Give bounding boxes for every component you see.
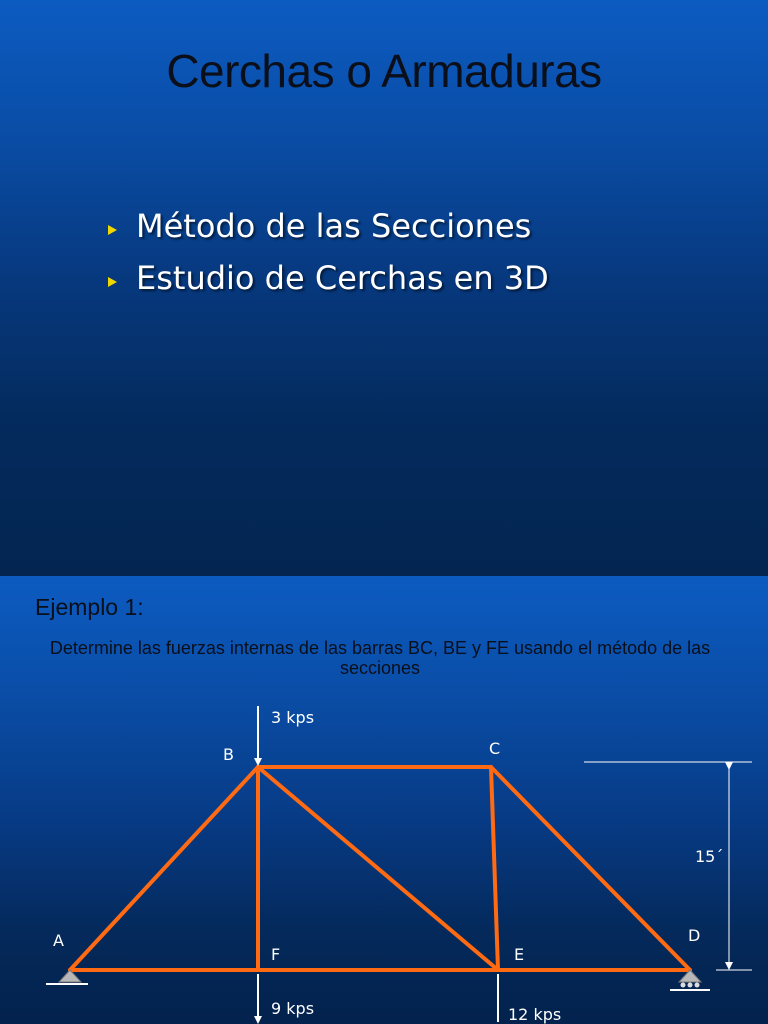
member-AB [70, 767, 258, 970]
roller-support-icon [670, 970, 710, 990]
dimension-line [584, 762, 752, 970]
node-label-D: D [688, 926, 701, 945]
truss-diagram [0, 576, 768, 1024]
bullet-item [108, 252, 549, 304]
load-label-E: 12 kps [508, 1005, 562, 1024]
load-label-F: 9 kps [271, 999, 315, 1018]
arrow-bullet-icon [108, 225, 117, 235]
load-label-B: 3 kps [271, 708, 315, 727]
bullet-list [108, 200, 549, 304]
member-CE [491, 767, 498, 970]
dimension-label: 15´ [695, 847, 724, 866]
truss-members [70, 767, 690, 970]
node-label-F: F [271, 945, 281, 964]
arrow-bullet-icon [108, 277, 117, 287]
member-CD [491, 767, 690, 970]
bullet-item [108, 200, 549, 252]
problem-statement: Determine las fuerzas internas de las barras BC, BE y FE usando el método de las secciones [49, 638, 711, 678]
member-BE [258, 767, 498, 970]
node-label-E: E [514, 945, 525, 964]
node-label-C: C [489, 739, 501, 758]
bullet-text: Estudio de Cerchas en 3D [136, 259, 549, 297]
slide-title-heading: Cerchas o Armaduras [166, 45, 602, 97]
slide-example [0, 576, 768, 1024]
bullet-text: Método de las Secciones [136, 207, 532, 245]
pin-support-icon [46, 970, 88, 984]
example-heading: Ejemplo 1: [35, 594, 144, 620]
node-label-A: A [53, 931, 64, 950]
node-label-B: B [223, 745, 234, 764]
